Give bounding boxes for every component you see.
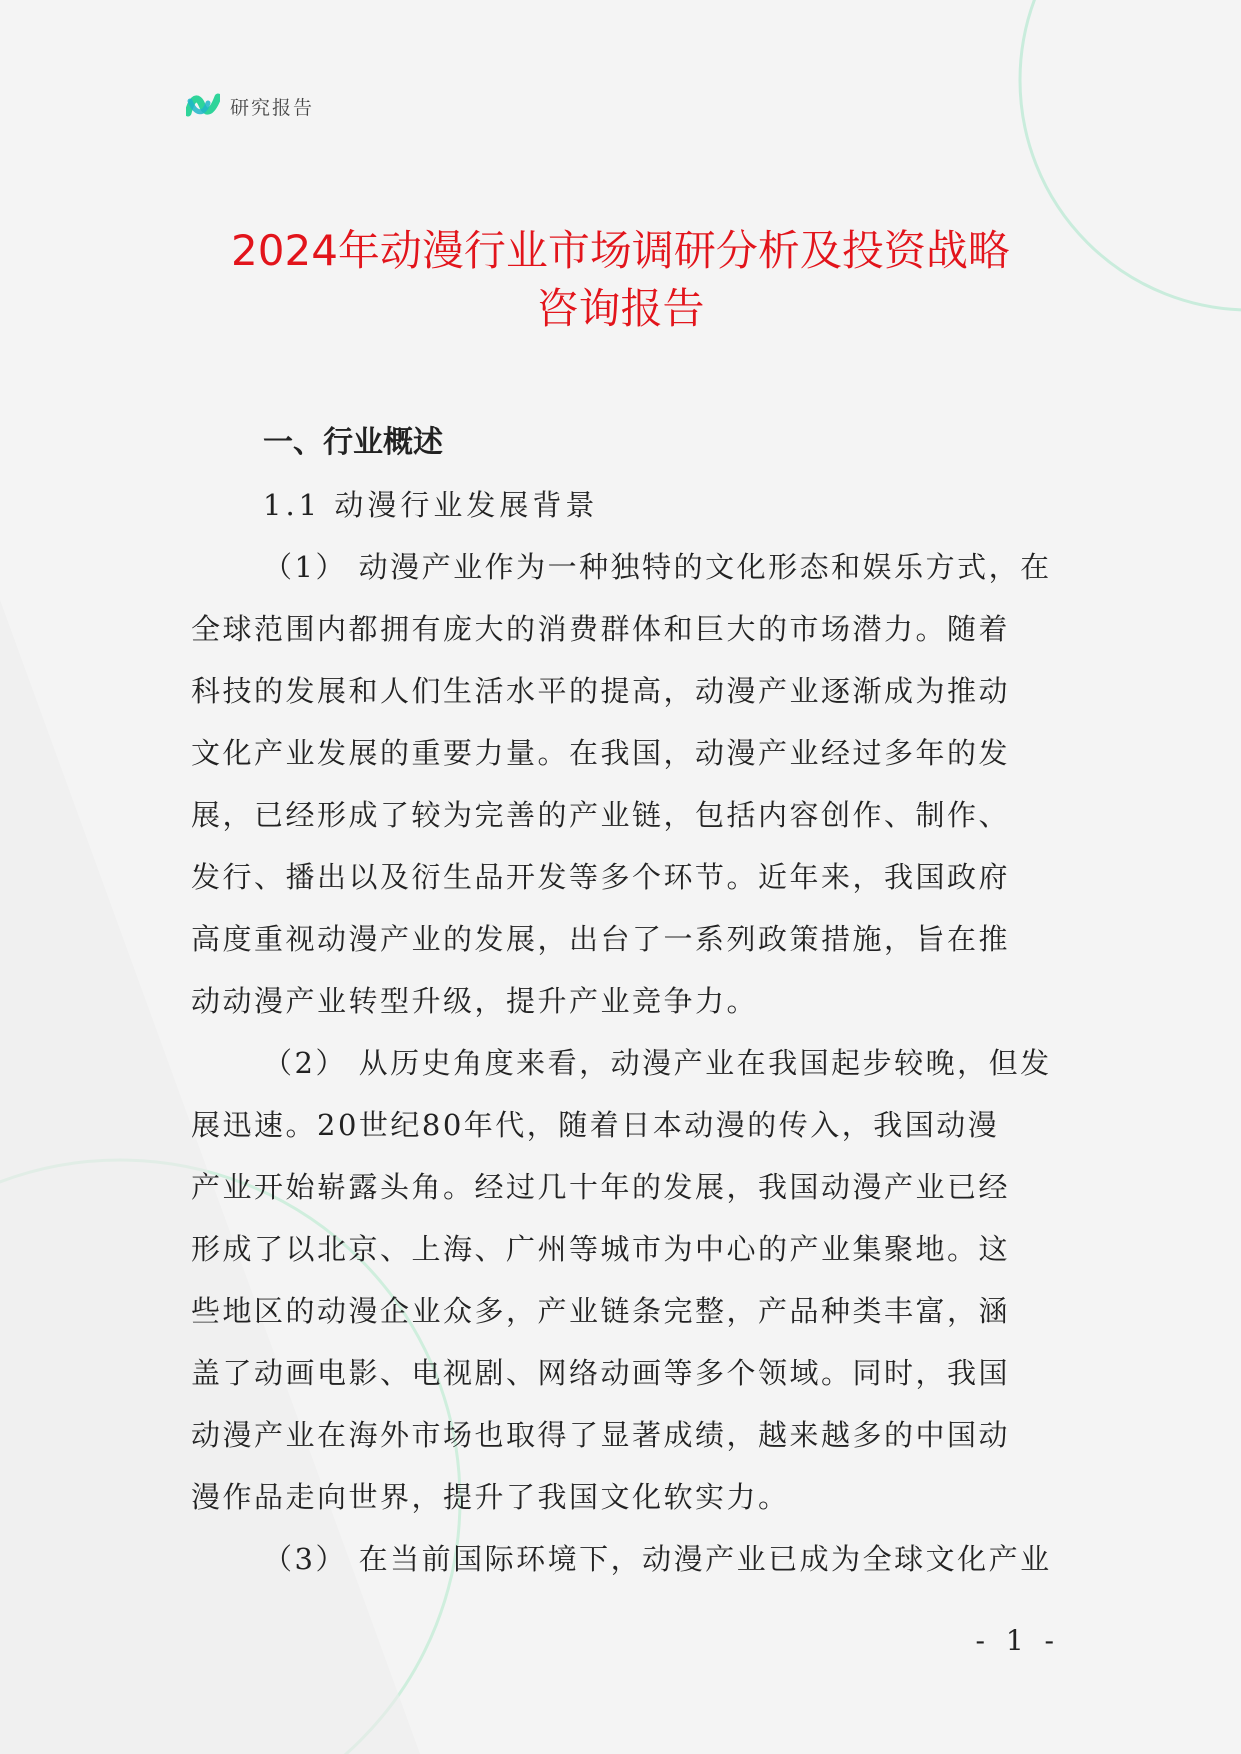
paragraph-line: 发行、播出以及衍生品开发等多个环节。近年来，我国政府 — [191, 860, 1011, 894]
paragraph-line: （1） 动漫产业作为一种独特的文化形态和娱乐方式，在 — [263, 550, 1052, 584]
section-heading: 一、行业概述 — [263, 425, 443, 460]
paragraph — [191, 1032, 1051, 1528]
paragraph-line: 展，已经形成了较为完善的产业链，包括内容创作、制作、 — [191, 798, 1011, 832]
paragraph-line: （2） 从历史角度来看，动漫产业在我国起步较晚，但发 — [263, 1046, 1052, 1080]
document-header — [186, 88, 314, 124]
paragraph-line: 形成了以北京、上海、广州等城市为中心的产业集聚地。这 — [191, 1232, 1011, 1266]
title-line: 咨询报告 — [536, 284, 705, 333]
paragraph — [191, 536, 1051, 1032]
subsection-heading: 1.1 动漫行业发展背景 — [263, 488, 599, 522]
paragraph-line: 产业开始崭露头角。经过几十年的发展，我国动漫产业已经 — [191, 1170, 1011, 1204]
paragraph-line: 盖了动画电影、电视剧、网络动画等多个领域。同时，我国 — [191, 1356, 1011, 1390]
paragraph-line: 高度重视动漫产业的发展，出台了一系列政策措施，旨在推 — [191, 922, 1011, 956]
paragraph-line: 科技的发展和人们生活水平的提高，动漫产业逐渐成为推动 — [191, 674, 1011, 708]
title-line: 2024年动漫行业市场调研分析及投资战略 — [231, 226, 1010, 275]
paragraph-line: 动漫产业在海外市场也取得了显著成绩，越来越多的中国动 — [191, 1418, 1011, 1452]
paragraph-line: 动动漫产业转型升级，提升产业竞争力。 — [191, 984, 759, 1018]
document-body — [191, 412, 1051, 1590]
document-title — [140, 222, 1101, 338]
page-number: - 1 - — [975, 1624, 1060, 1657]
paragraph-line: 些地区的动漫企业众多，产业链条完整，产品种类丰富，涵 — [191, 1294, 1011, 1328]
header-label: 研究报告 — [230, 96, 315, 119]
report-logo-icon — [186, 91, 220, 121]
paragraph-line: 展迅速。20世纪80年代，随着日本动漫的传入，我国动漫 — [191, 1108, 1000, 1142]
paragraph-line: 全球范围内都拥有庞大的消费群体和巨大的市场潜力。随着 — [191, 612, 1011, 646]
paragraph-line: 文化产业发展的重要力量。在我国，动漫产业经过多年的发 — [191, 736, 1011, 770]
paragraph-line: （3） 在当前国际环境下，动漫产业已成为全球文化产业 — [263, 1542, 1052, 1576]
paragraph-line: 漫作品走向世界，提升了我国文化软实力。 — [191, 1480, 790, 1514]
paragraph — [191, 1528, 1051, 1590]
